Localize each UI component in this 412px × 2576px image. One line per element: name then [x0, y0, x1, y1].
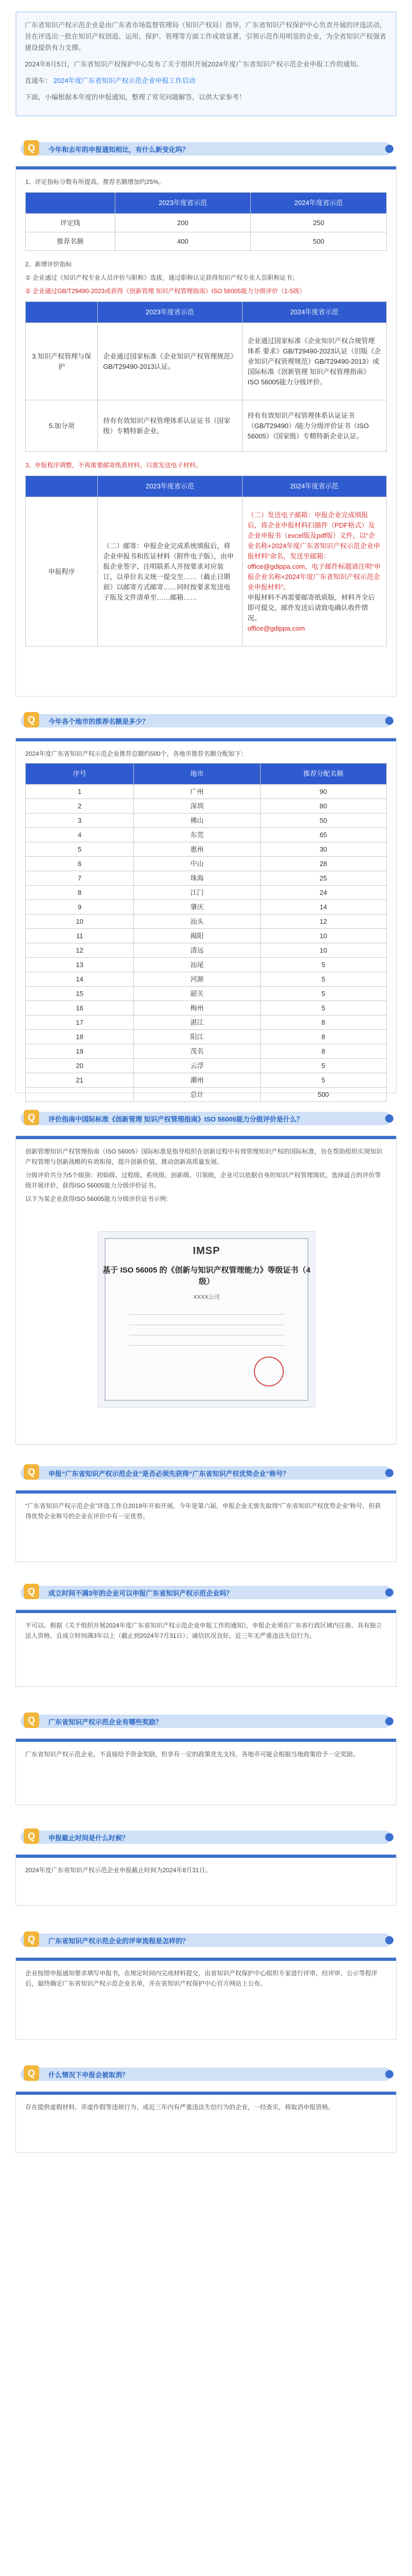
table-row	[26, 828, 387, 842]
city-table-body	[26, 785, 387, 1088]
q2-city-table	[25, 763, 387, 1102]
table-cell: 韶关	[134, 987, 260, 1001]
table-cell: 13	[26, 958, 134, 972]
table-cell: 广州	[134, 785, 260, 799]
q6-content-box	[15, 1738, 397, 1805]
q1-item-3: 3、申报程序调整，不再需要邮寄纸质材料，只需发送电子材料。	[25, 462, 202, 469]
q1-table-procedure	[25, 476, 387, 647]
certificate-title: 基于 ISO 56005 的《创新与知识产权管理能力》等级证书（4级）	[102, 1266, 311, 1286]
table-row	[26, 871, 387, 886]
table-cell: 5.加分项	[26, 400, 98, 452]
q5-title: 成立时间不满3年的企业可以申报广东省知识产权示范企业吗？	[48, 1589, 233, 1597]
table-cell: 5	[260, 1059, 386, 1073]
q5-paragraph-1: 不可以。根据《关于组织开展2024年度广东省知识产权示范企业申报工作的通知》，申报企业须在广东省行政区域内注册、具有独立法人资格，且成立时间满3年以上（截止到2024年7月31日）；诚信状况良好，近三年无严重违法失信行为。	[25, 1622, 382, 1639]
table-header: 2023年度省示范	[98, 302, 242, 323]
table-row	[26, 914, 387, 929]
procedure-new-rule: （二）发送电子邮箱：申报企业完成填报后，将企业申报材料扫描件（PDF格式）及企业申报书（excel版及pdf版）文件，以“企业名称+2024年度广东省知识产权示范企业申报材料”命名，发送至邮箱：office@gdippa.com，电子邮件标题请注明“申报企业名称+2024年度广东省知识产权示范企业申报材料”。	[247, 511, 381, 591]
heading-knot	[385, 1833, 393, 1841]
table-cell: 汕尾	[134, 958, 260, 972]
intro-box	[15, 11, 397, 116]
table-header: 序号	[26, 764, 134, 785]
table-cell: 茂名	[134, 1044, 260, 1059]
table-cell: 东莞	[134, 828, 260, 842]
q-badge: Q	[24, 1828, 39, 1844]
table-cell: 企业通过国家标准《企业知识产权合规管理体系 要求》GB/T29490-2023认证（旧版《企业知识产权管理规范》GB/T29490-2013）或国际标准《创新管理 知识产权管理指南》ISO 56005能力分级评价。	[242, 323, 386, 400]
table-cell: 7	[26, 871, 134, 886]
q2-content-box	[15, 738, 397, 1098]
q6-paragraph-1: 广东省知识产权示范企业，不直接给予资金奖励，但享有一定的政策优先支持，各地市可能会根据当地政策给予一定奖励。	[25, 1751, 359, 1758]
heading-knot	[385, 717, 393, 725]
q2-heading	[21, 710, 391, 731]
q1-heading	[21, 138, 391, 159]
table-cell: 50	[260, 814, 386, 828]
q5-content-box	[15, 1609, 397, 1687]
table-cell: 江门	[134, 886, 260, 900]
table-cell: 25	[260, 871, 386, 886]
table-cell: （二）邮寄：申报企业完成系统填报后，将企业申报书和佐证材料（附件电子版），由申报企业签字、注明联系人并按要求对应装订，以单位名义统一提交至……（截止日期前）以邮寄方式邮寄……同时按要求发送电子版及文件清单至……邮箱……	[98, 497, 242, 647]
table-row	[26, 799, 387, 814]
heading-knot	[385, 1936, 393, 1944]
table-cell: 肇庆	[134, 900, 260, 914]
table-cell: 6	[26, 857, 134, 871]
table-row	[26, 1073, 387, 1088]
table-cell: 5	[26, 842, 134, 857]
table-cell: 2	[26, 799, 134, 814]
table-cell: 30	[260, 842, 386, 857]
table-cell: 12	[260, 914, 386, 929]
q8-heading	[21, 1929, 391, 1950]
q6-title: 广东省知识产权示范企业有哪些奖励？	[48, 1718, 163, 1726]
table-cell: 12	[26, 943, 134, 958]
table-cell: 65	[260, 828, 386, 842]
table-cell: 3.知识产权管理与保护	[26, 323, 98, 400]
table-cell: 阳江	[134, 1030, 260, 1044]
q6-heading	[21, 1710, 391, 1731]
certificate-logo: IMSP	[193, 1245, 220, 1257]
table-cell: 8	[26, 886, 134, 900]
table-cell: 90	[260, 785, 386, 799]
table-cell: 10	[260, 943, 386, 958]
table-row	[26, 1059, 387, 1073]
q1-item-2b: ② 企业通过GB/T29490-2023或获得《创新管理 知识产权管理指南》ISO 56005能力分级评价（1-5级）	[25, 287, 306, 295]
q-badge: Q	[24, 1584, 39, 1599]
q1-item-2: 2、新增评价指标	[25, 261, 72, 268]
q-badge: Q	[24, 1464, 39, 1480]
table-cell: 4	[26, 828, 134, 842]
table-cell: 中山	[134, 857, 260, 871]
table-cell: 18	[26, 1030, 134, 1044]
intro-paragraph-3: 下面，小编根据本年度的申报通知，整理了常见问题解答，以供大家参考！	[25, 93, 246, 101]
table-cell: 汕头	[134, 914, 260, 929]
table-cell: 5	[260, 1073, 386, 1088]
table-cell: 1	[26, 785, 134, 799]
intro-link[interactable]: 2024年度广东省知识产权示范企业申报工作启动	[53, 77, 196, 84]
table-header: 2024年度省示范	[242, 476, 386, 497]
intro-link-label: 直通车：	[25, 77, 52, 84]
table-cell	[242, 497, 386, 647]
q8-title: 广东省知识产权示范企业的评审流程是怎样的？	[48, 1937, 190, 1945]
heading-knot	[385, 1588, 393, 1597]
certificate-line	[129, 1314, 284, 1315]
table-cell: 10	[260, 929, 386, 943]
table-cell	[26, 1088, 134, 1102]
intro-paragraph-2: 2024年8月5日，广东省知识产权保护中心发布了关于组织开展2024年度广东省知识产权示范企业申报工作的通知。	[25, 60, 364, 68]
table-cell: 深圳	[134, 799, 260, 814]
table-cell: 250	[251, 214, 387, 232]
table-row	[26, 814, 387, 828]
table-cell: 17	[26, 1015, 134, 1030]
table-cell: 20	[26, 1059, 134, 1073]
q1-item-2a: ① 企业通过《知识产权专业人员评价与职称》选拔，通过职称认定获得知识产权专业人员职称证书；	[25, 274, 299, 281]
table-cell: 19	[26, 1044, 134, 1059]
q5-heading	[21, 1582, 391, 1602]
q-badge: Q	[24, 1110, 39, 1125]
table-row	[26, 785, 387, 799]
table-cell: 湛江	[134, 1015, 260, 1030]
table-cell: 评定线	[26, 214, 115, 232]
table-header	[26, 302, 98, 323]
table-header: 2024年度省示范	[242, 302, 386, 323]
table-row	[26, 972, 387, 987]
table-cell: 持有有效知识产权管理体系认证证书（GB/T29490）/能力分级评价证书（ISO 56005）（国家级）专精特新企业认证。	[242, 400, 386, 452]
table-cell: 清远	[134, 943, 260, 958]
table-row	[26, 1015, 387, 1030]
table-cell: 持有有效知识产权管理体系认证证书（国家级）专精特新企业。	[98, 400, 242, 452]
table-header: 2023年度省示范	[98, 476, 242, 497]
procedure-new-rest: 申报材料不再需要邮寄纸质版，材料齐全后即可提交，邮件发送后请致电确认收件情况。	[247, 593, 375, 622]
q9-content-box	[15, 2091, 397, 2153]
table-cell: 推荐名额	[26, 232, 115, 251]
q9-heading	[21, 2063, 391, 2084]
table-cell: 珠海	[134, 871, 260, 886]
q-badge: Q	[24, 140, 39, 156]
table-cell: 云浮	[134, 1059, 260, 1073]
q1-item-1: 1、评定指标分数有所提高，推荐名额增加约25%。	[25, 178, 165, 185]
certificate-image	[98, 1231, 315, 1408]
certificate-org: XXXX公司	[193, 1294, 220, 1300]
q1-table-scores	[25, 192, 387, 251]
table-cell: 3	[26, 814, 134, 828]
q3-title: 评价指南中国际标准《创新管理 知识产权管理指南》ISO 56005能力分级评价是什么？	[48, 1115, 303, 1123]
heading-knot	[385, 145, 393, 153]
heading-knot	[385, 1717, 393, 1725]
table-row	[26, 1001, 387, 1015]
q3-paragraph-3: 以下为某企业获得ISO 56005能力分级评价证书示例：	[25, 1195, 173, 1202]
table-cell: 11	[26, 929, 134, 943]
q3-heading	[21, 1108, 391, 1128]
q-badge: Q	[24, 1931, 39, 1947]
table-cell: 16	[26, 1001, 134, 1015]
table-header	[26, 476, 98, 497]
q7-title: 申报截止时间是什么时候？	[48, 1834, 129, 1842]
q4-content-box	[15, 1490, 397, 1562]
heading-knot	[385, 1469, 393, 1477]
q7-paragraph-1: 2024年度广东省知识产权示范企业申报截止时间为2024年8月31日。	[25, 1867, 212, 1874]
table-cell: 潮州	[134, 1073, 260, 1088]
table-cell: 梅州	[134, 1001, 260, 1015]
q3-paragraph-1: 创新管理知识产权管理指南（ISO 56005）国际标准是指导组织在创新过程中有效管理知识产权的国际标准，旨在帮助组织实现知识产权管理与创新战略的有效衔接，提升创新价值，推动创新高质量发展。	[25, 1148, 383, 1165]
table-cell: 21	[26, 1073, 134, 1088]
q4-heading	[21, 1462, 391, 1483]
heading-knot	[385, 2070, 393, 2078]
q9-paragraph-1: 存在提供虚假材料、弄虚作假等违规行为，或近三年内有严重违法失信行为的企业，一经查实，将取消申报资格。	[25, 2104, 335, 2111]
table-cell: 8	[260, 1030, 386, 1044]
table-cell: 500	[251, 232, 387, 251]
table-cell: 14	[26, 972, 134, 987]
q7-heading	[21, 1826, 391, 1847]
table-cell: 佛山	[134, 814, 260, 828]
q4-title: 申报“广东省知识产权示范企业”是否必须先获得“广东省知识产权优势企业”称号？	[48, 1470, 290, 1478]
table-row	[26, 900, 387, 914]
total-label: 总计	[134, 1088, 260, 1102]
q-badge: Q	[24, 712, 39, 727]
table-row	[26, 929, 387, 943]
table-cell: 企业通过国家标准《企业知识产权管理规范》GB/T29490-2013认证。	[98, 323, 242, 400]
table-header: 2024年度省示范	[251, 193, 387, 214]
table-header	[26, 193, 115, 214]
table-cell: 10	[26, 914, 134, 929]
q8-paragraph-1: 企业按照申报通知要求填写申报书，在规定时间内完成材料提交，由省知识产权保护中心组织专家进行评审，经评审、公示等程序后，最终确定广东省知识产权示范企业名单，并在省知识产权保护中心官方网站上公布。	[25, 1970, 378, 1987]
q1-content-box	[15, 166, 397, 697]
table-cell: 200	[115, 214, 251, 232]
table-cell: 14	[260, 900, 386, 914]
q3-paragraph-2: 分级评价共分为5个级别：初始级、过程级、系统级、创新级、引领级，企业可以依据自身的知识产权管理现状，选择适合的评价等级开展评价，获得ISO 56005能力分级评价证书。	[25, 1172, 381, 1189]
procedure-email[interactable]: office@gdippa.com	[247, 624, 305, 632]
table-cell: 8	[260, 1015, 386, 1030]
heading-knot	[385, 1114, 393, 1123]
table-cell: 400	[115, 232, 251, 251]
table-header: 2023年度省示范	[115, 193, 251, 214]
q1-table-criteria	[25, 301, 387, 452]
table-row	[26, 1030, 387, 1044]
q-badge: Q	[24, 1713, 39, 1728]
table-cell: 24	[260, 886, 386, 900]
table-cell: 河源	[134, 972, 260, 987]
q2-lead: 2024年度广东省知识产权示范企业推荐总额约500个，各地市推荐名额分配如下：	[25, 750, 247, 757]
q2-title: 今年各个地市的推荐名额是多少？	[48, 718, 149, 725]
q1-title: 今年和去年的申报通知相比，有什么新变化吗？	[48, 146, 190, 154]
table-cell: 揭阳	[134, 929, 260, 943]
q9-title: 什么情况下申报会被取消？	[48, 2071, 129, 2079]
table-cell: 申报程序	[26, 497, 98, 647]
table-row	[26, 1044, 387, 1059]
certificate-seal-icon	[254, 1357, 284, 1386]
table-row	[26, 987, 387, 1001]
table-cell: 15	[26, 987, 134, 1001]
table-row	[26, 958, 387, 972]
q-badge: Q	[24, 2065, 39, 2081]
table-cell: 5	[260, 1001, 386, 1015]
table-cell: 5	[260, 958, 386, 972]
table-cell: 8	[260, 1044, 386, 1059]
table-cell: 80	[260, 799, 386, 814]
table-cell: 28	[260, 857, 386, 871]
total-value: 500	[260, 1088, 386, 1102]
table-row	[26, 943, 387, 958]
certificate-line	[129, 1345, 284, 1346]
q4-paragraph-1: “广东省知识产权示范企业”评选工作自2019年开始开展，今年是第六届，申报企业无需先取得“广东省知识产权优势企业”称号，但获得优势企业称号的企业在评价中有一定优势。	[25, 1502, 381, 1520]
q7-content-box	[15, 1854, 397, 1906]
table-header: 推荐分配名额	[260, 764, 386, 785]
table-row	[26, 842, 387, 857]
table-cell: 9	[26, 900, 134, 914]
table-row	[26, 857, 387, 871]
table-header: 地市	[134, 764, 260, 785]
table-row	[26, 886, 387, 900]
q8-content-box	[15, 1957, 397, 2040]
intro-paragraph-1: 广东省知识产权示范企业是由广东省市场监督管理局（知识产权局）指导，广东省知识产权保护中心负责开展的评选活动，旨在评选出一批在知识产权创造、运用、保护、管理等方面工作成效显著，引领示范作用明显的企业，为全省知识产权强省建设提供有力支撑。	[25, 21, 387, 52]
table-cell: 5	[260, 987, 386, 1001]
table-cell: 惠州	[134, 842, 260, 857]
table-cell: 5	[260, 972, 386, 987]
intro-link-row	[25, 75, 387, 87]
